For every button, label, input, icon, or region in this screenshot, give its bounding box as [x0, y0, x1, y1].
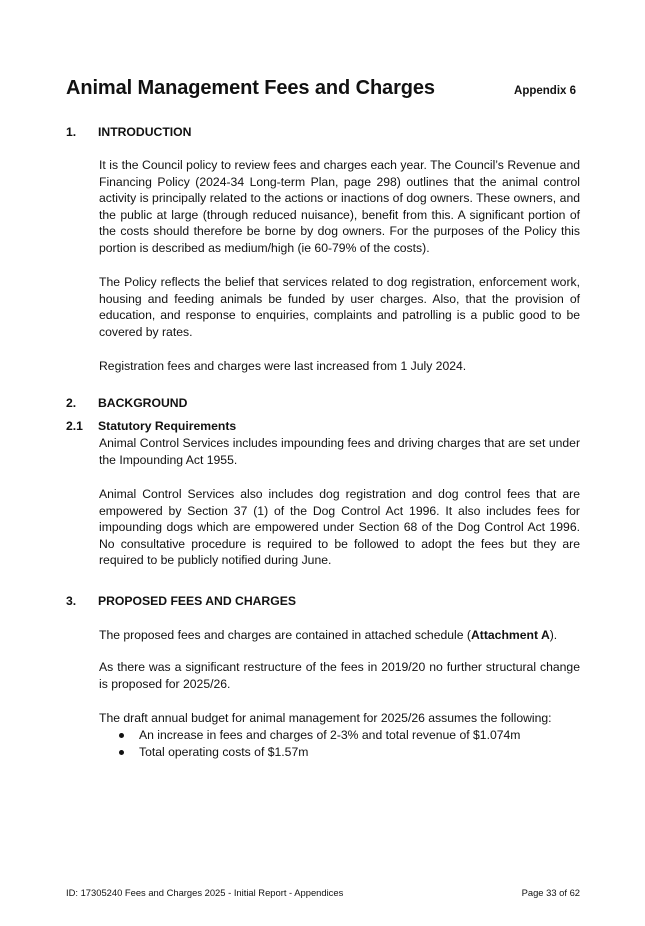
background-paragraph-2: Animal Control Services also includes dog registration and dog control fees that are empowered by Section 37 (1) of the Dog Control Act 1996. It also includes fees for impounding dogs which are empowered under Section 68 of the Dog Control Act 1996. No consultative procedure is required to be followed to adopt the fees but they are required to be publicly notified during June.: [99, 487, 580, 568]
section-title: BACKGROUND: [98, 396, 188, 410]
footer-document-id: ID: 17305240 Fees and Charges 2025 - Initial Report - Appendices: [66, 887, 344, 898]
page-footer: [66, 887, 580, 898]
subsection-heading-statutory: [66, 419, 236, 433]
proposed-paragraph-1: [99, 627, 580, 644]
section-heading-introduction: [66, 125, 191, 139]
list-item: [99, 727, 580, 744]
section-heading-background: [66, 396, 187, 410]
subsection-number: 2.1: [66, 419, 83, 433]
page-number: Page 33 of 62: [521, 887, 580, 898]
section-number: 3.: [66, 594, 77, 608]
bullet-icon: [119, 750, 124, 755]
section-number: 2.: [66, 396, 77, 410]
background-paragraph-1: Animal Control Services includes impounding fees and driving charges that are set under the Impounding Act 1955.: [99, 436, 580, 467]
proposed-paragraph-2: As there was a significant restructure of the fees in 2019/20 no further structural change is proposed for 2025/26.: [99, 660, 580, 691]
appendix-label: Appendix 6: [514, 85, 576, 97]
page-title: Animal Management Fees and Charges: [66, 77, 435, 99]
bullet-icon: [119, 733, 124, 738]
subsection-title: Statutory Requirements: [98, 419, 237, 433]
list-item-text: Total operating costs of $1.57m: [139, 745, 309, 759]
intro-paragraph-2: The Policy reflects the belief that services related to dog registration, enforcement work, housing and feeding animals be funded by user charges. Also, that the provision of education, and response to enquiries, complaints and patrolling is a public good to be covered by rates.: [99, 275, 580, 339]
section-title: PROPOSED FEES AND CHARGES: [98, 594, 296, 608]
intro-paragraph-1: It is the Council policy to review fees and charges each year. The Council’s Revenue and Financing Policy (2024-34 Long-term Plan, page 298) outlines that the animal control activity is principally related to the actions or inactions of dog owners. These owners, and the public at large (through reduced nuisance), benefit from this. A significant portion of the costs should therefore be borne by dog owners. For the purposes of the Policy this portion is described as medium/high (ie 60-79% of the costs).: [99, 158, 580, 255]
proposed-paragraph-3: The draft annual budget for animal management for 2025/26 assumes the following:: [99, 711, 552, 725]
section-number: 1.: [66, 125, 77, 139]
section-heading-proposed: [66, 594, 296, 608]
assumptions-list: [99, 727, 580, 761]
list-item-text: An increase in fees and charges of 2-3% and total revenue of $1.074m: [139, 728, 521, 742]
proposed-p1-end: ).: [549, 628, 558, 642]
attachment-reference: Attachment A: [470, 628, 550, 642]
list-item: [99, 744, 580, 761]
section-title: INTRODUCTION: [98, 125, 192, 139]
proposed-p1-text: The proposed fees and charges are contained in attached schedule (: [99, 628, 471, 642]
title-row: [66, 77, 580, 100]
intro-paragraph-3: Registration fees and charges were last increased from 1 July 2024.: [99, 359, 467, 373]
